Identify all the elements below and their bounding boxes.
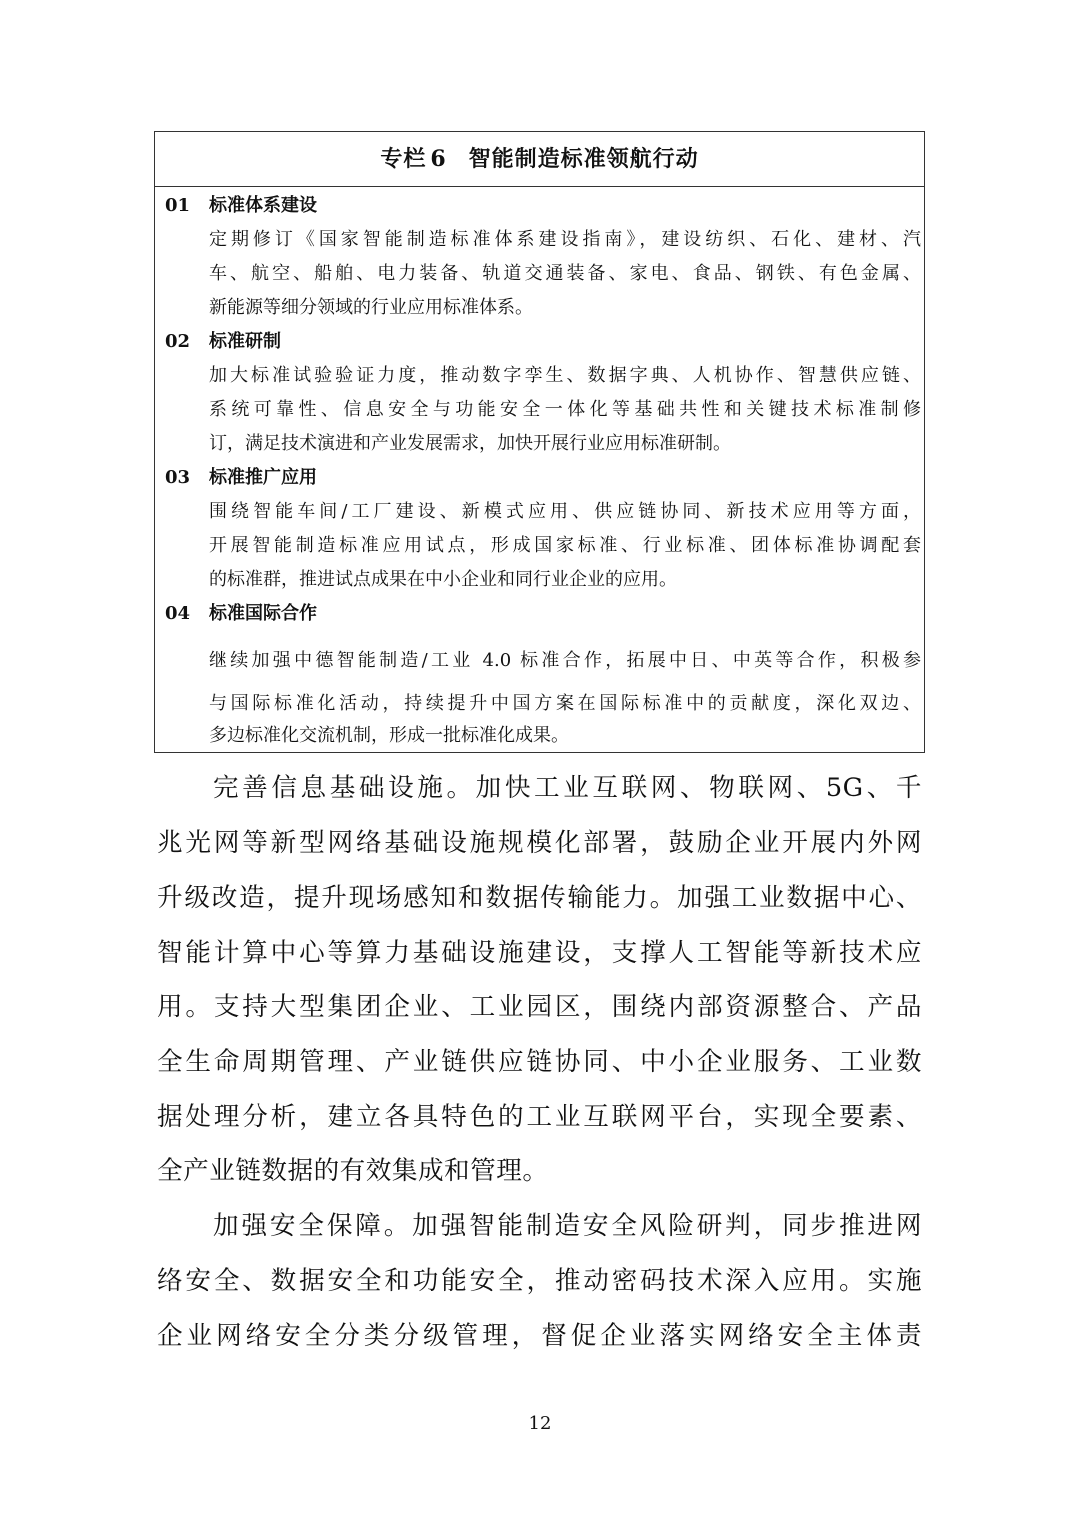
section-title: 标准研制 [209,331,281,352]
page-number: 12 [528,1413,552,1434]
section-number: 03 [165,467,191,488]
section-line: 订，满足技术演进和产业发展需求，加快开展行业应用标准研制。 [209,433,731,454]
section-line: 多边标准化交流机制，形成一批标准化成果。 [209,725,569,746]
paragraph-line: 升级改造，提升现场感知和数据传输能力。加强工业数据中心、 [157,883,922,913]
section-line: 车、航空、船舶、电力装备、轨道交通装备、家电、食品、钢铁、有色金属、 [209,263,921,284]
section-heading [165,329,281,355]
title-prefix: 专栏 [380,146,427,172]
paragraph-line: 完善信息基础设施。加快工业互联网、物联网、5G、千 [213,773,922,803]
feature-box [154,131,925,753]
paragraph-line: 兆光网等新型网络基础设施规模化部署，鼓励企业开展内外网 [157,828,922,858]
section-line: 的标准群，推进试点成果在中小企业和同行业企业的应用。 [209,569,677,590]
section-number: 04 [165,603,191,624]
paragraph-line: 络安全、数据安全和功能安全，推动密码技术深入应用。实施 [157,1266,922,1296]
section-heading [165,193,317,219]
section-number: 01 [165,195,191,216]
section-heading [165,465,317,491]
section-line: 与国际标准化活动，持续提升中国方案在国际标准中的贡献度，深化双边、 [209,693,921,714]
title-text: 智能制造标准领航行动 [468,146,699,172]
paragraph-line: 全生命周期管理、产业链供应链协同、中小企业服务、工业数 [157,1047,922,1077]
section-title: 标准推广应用 [209,467,317,488]
section-line: 开展智能制造标准应用试点，形成国家标准、行业标准、团体标准协调配套 [209,535,921,556]
section-line: 系统可靠性、信息安全与功能安全一体化等基础共性和关键技术标准制修 [209,399,921,420]
paragraph-line: 用。支持大型集团企业、工业园区，围绕内部资源整合、产品 [157,992,922,1022]
section-line: 继续加强中德智能制造/工业 4.0 标准合作，拓展中日、中英等合作，积极参 [209,650,921,671]
feature-box-title [155,132,924,187]
section-line: 新能源等细分领域的行业应用标准体系。 [209,297,533,318]
section-line: 围绕智能车间/工厂建设、新模式应用、供应链协同、新技术应用等方面， [209,501,921,522]
section-line: 定期修订《国家智能制造标准体系建设指南》，建设纺织、石化、建材、汽 [209,229,921,250]
title-number: 6 [430,146,447,172]
paragraph-line: 智能计算中心等算力基础设施建设，支撑人工智能等新技术应 [157,938,922,968]
paragraph-line: 加强安全保障。加强智能制造安全风险研判，同步推进网 [213,1211,922,1241]
paragraph-line: 全产业链数据的有效集成和管理。 [157,1156,549,1186]
section-title: 标准国际合作 [209,603,317,624]
section-line: 加大标准试验验证力度，推动数字孪生、数据字典、人机协作、智慧供应链、 [209,365,921,386]
paragraph-line: 企业网络安全分类分级管理，督促企业落实网络安全主体责 [157,1321,922,1351]
section-title: 标准体系建设 [209,195,317,216]
section-heading [165,601,317,627]
section-number: 02 [165,331,191,352]
paragraph-line: 据处理分析，建立各具特色的工业互联网平台，实现全要素、 [157,1102,922,1132]
